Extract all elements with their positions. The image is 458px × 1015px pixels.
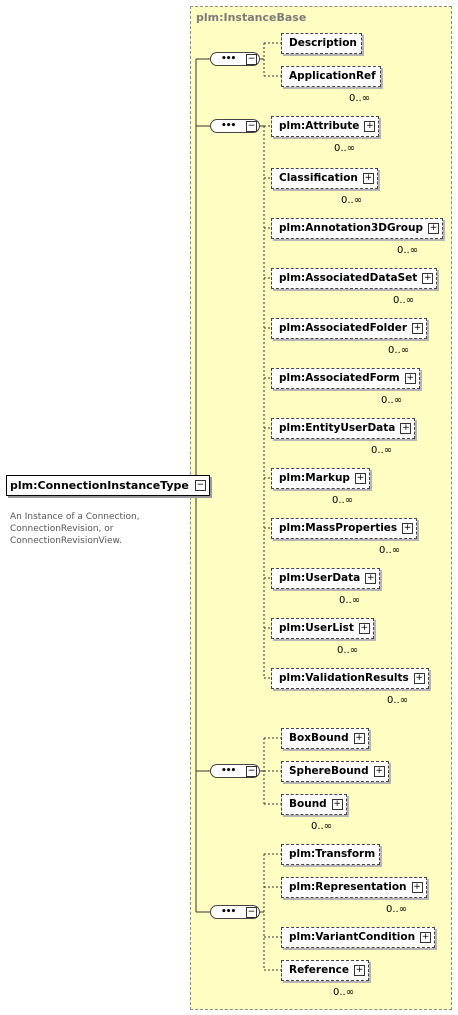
element-annotation3dgroup[interactable]: plm:Annotation3DGroup + bbox=[271, 218, 443, 239]
cardinality: 0..∞ bbox=[341, 195, 363, 206]
expand-icon[interactable]: + bbox=[424, 273, 432, 283]
element-bound[interactable]: Bound + bbox=[281, 794, 347, 815]
element-applicationref[interactable]: ApplicationRef bbox=[281, 66, 381, 87]
element-associateddataset[interactable]: plm:AssociatedDataSet + bbox=[271, 268, 437, 289]
sequence-icon: ••• bbox=[221, 766, 236, 776]
element-reference[interactable]: Reference + bbox=[281, 960, 369, 981]
cardinality: 0..∞ bbox=[333, 987, 355, 998]
expand-icon[interactable]: + bbox=[406, 373, 415, 383]
element-associatedfolder[interactable]: plm:AssociatedFolder + bbox=[271, 318, 427, 339]
element-validationresults[interactable]: plm:ValidationResults + bbox=[271, 668, 429, 689]
element-plm-variantcondition[interactable]: plm:VariantCondition + bbox=[281, 927, 435, 948]
element-plm-attribute[interactable]: plm:Attribute + bbox=[271, 116, 379, 137]
cardinality: 0..∞ bbox=[332, 495, 354, 506]
expand-icon[interactable]: + bbox=[403, 523, 412, 533]
expand-icon[interactable]: + bbox=[421, 932, 430, 942]
sequence-icon: ••• bbox=[221, 907, 236, 917]
element-plm-representation[interactable]: plm:Representation + bbox=[281, 877, 427, 898]
expand-icon[interactable]: + bbox=[366, 121, 374, 131]
element-markup[interactable]: plm:Markup + bbox=[271, 468, 370, 489]
element-boxbound[interactable]: BoxBound + bbox=[281, 728, 369, 749]
expand-icon[interactable]: + bbox=[429, 223, 438, 233]
expand-icon[interactable]: + bbox=[413, 323, 422, 333]
cardinality: 0..∞ bbox=[371, 445, 393, 456]
cardinality: 0..∞ bbox=[337, 645, 359, 656]
group-title: plm:InstanceBase bbox=[196, 11, 307, 24]
expand-icon[interactable]: + bbox=[402, 423, 410, 433]
collapse-icon[interactable]: − bbox=[247, 54, 256, 64]
element-plm-transform[interactable]: plm:Transform bbox=[281, 844, 380, 865]
expand-icon[interactable]: + bbox=[364, 173, 373, 183]
collapse-icon[interactable]: − bbox=[247, 766, 256, 776]
sequence-icon: ••• bbox=[221, 121, 236, 131]
collapse-icon[interactable]: − bbox=[247, 121, 256, 131]
root-documentation: An Instance of a Connection, ConnectionRevision, or ConnectionRevisionView. bbox=[10, 512, 140, 546]
cardinality: 0..∞ bbox=[388, 345, 410, 356]
cardinality: 0..∞ bbox=[334, 143, 356, 154]
cardinality: 0..∞ bbox=[349, 93, 371, 104]
element-userdata[interactable]: plm:UserData + bbox=[271, 568, 380, 589]
expand-icon[interactable]: + bbox=[375, 766, 383, 776]
cardinality: 0..∞ bbox=[381, 395, 403, 406]
expand-icon[interactable]: + bbox=[413, 882, 421, 892]
element-associatedform[interactable]: plm:AssociatedForm + bbox=[271, 368, 420, 389]
cardinality: 0..∞ bbox=[339, 595, 361, 606]
element-massproperties[interactable]: plm:MassProperties + bbox=[271, 518, 417, 539]
cardinality: 0..∞ bbox=[393, 295, 415, 306]
cardinality: 0..∞ bbox=[379, 545, 401, 556]
expand-icon[interactable]: + bbox=[356, 473, 365, 483]
expand-icon[interactable]: + bbox=[360, 623, 369, 633]
cardinality: 0..∞ bbox=[386, 904, 408, 915]
cardinality: 0..∞ bbox=[397, 245, 419, 256]
root-element-label: plm:ConnectionInstanceType bbox=[10, 479, 189, 492]
element-userlist[interactable]: plm:UserList + bbox=[271, 618, 374, 639]
element-entityuserdata[interactable]: plm:EntityUserData + bbox=[271, 418, 415, 439]
collapse-icon[interactable]: − bbox=[196, 480, 205, 490]
expand-icon[interactable]: + bbox=[355, 965, 364, 975]
cardinality: 0..∞ bbox=[311, 821, 333, 832]
root-element[interactable] bbox=[6, 475, 210, 496]
expand-icon[interactable]: + bbox=[333, 799, 341, 809]
expand-icon[interactable]: + bbox=[366, 573, 375, 583]
expand-icon[interactable]: + bbox=[415, 673, 424, 683]
element-spherebound[interactable]: SphereBound + bbox=[281, 761, 389, 782]
expand-icon[interactable]: + bbox=[355, 733, 363, 743]
cardinality: 0..∞ bbox=[387, 695, 409, 706]
element-description[interactable]: Description bbox=[281, 33, 362, 54]
collapse-icon[interactable]: − bbox=[247, 907, 256, 917]
sequence-icon: ••• bbox=[221, 54, 236, 64]
element-classification[interactable]: Classification + bbox=[271, 168, 378, 189]
